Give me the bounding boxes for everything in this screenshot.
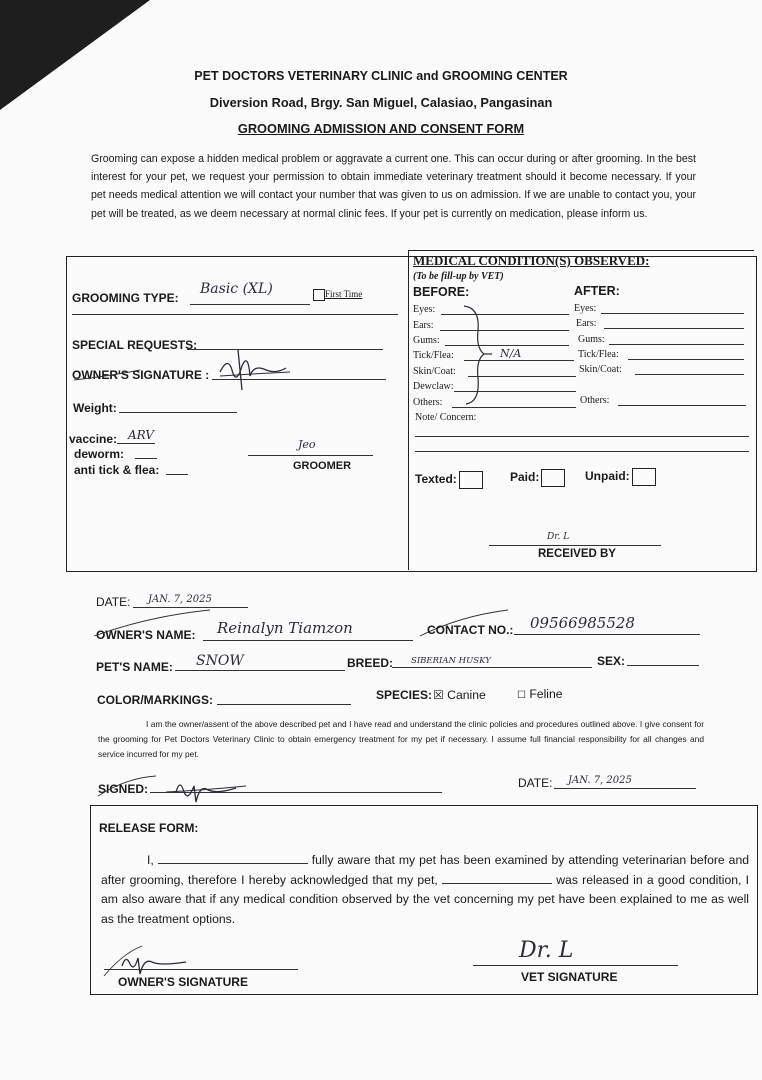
- consent-text: I am the owner/assent of the above described pet and I have read and understand the clinic policies and procedures outlined above. I give consent for the grooming for Pet Doctors Veterinary Clinic to obtain emergency treatment for my pet if necessary. I assume full financial responsibility for all changes and service incurred for my pet.: [98, 719, 704, 759]
- medical-box-top: [408, 250, 754, 251]
- medical-subheading: (To be fill-up by VET): [413, 271, 504, 282]
- unpaid-option[interactable]: [585, 468, 656, 486]
- texted-option[interactable]: [415, 471, 483, 489]
- unpaid-checkbox[interactable]: [632, 468, 656, 486]
- after-gums-label: Gums:: [578, 334, 605, 345]
- first-time-checkbox[interactable]: [313, 289, 325, 301]
- feline-checkbox[interactable]: ☐: [517, 690, 526, 701]
- grooming-type-label: GROOMING TYPE:: [72, 291, 179, 305]
- after-gums-line[interactable]: [609, 344, 744, 345]
- paid-label: Paid:: [510, 470, 540, 485]
- received-by-value: Dr. L: [547, 532, 570, 542]
- owner-name-line[interactable]: [203, 640, 413, 641]
- release-owner-signature-line[interactable]: [104, 969, 298, 970]
- owner-name-value: Reinalyn Tiamzon: [217, 619, 353, 637]
- after-others-label: Others:: [580, 395, 610, 406]
- before-others-label: Others:: [413, 397, 443, 408]
- vaccine-line[interactable]: [117, 443, 155, 444]
- scan-corner-shadow: [0, 0, 150, 110]
- weight-line[interactable]: [119, 412, 237, 413]
- grooming-extra-line[interactable]: [72, 314, 398, 315]
- species-label: SPECIES:: [376, 688, 433, 702]
- feline-label: Feline: [529, 687, 563, 701]
- vaccine-value: ARV: [128, 428, 154, 442]
- date2-value: JAN. 7, 2025: [568, 775, 632, 786]
- release-prefix: I,: [147, 853, 154, 867]
- release-middle: fully aware that my pet has been examined by attending veterinarian before and after grooming, therefore I hereby acknowledged that my pet,: [101, 853, 750, 887]
- groomer-label: GROOMER: [293, 460, 352, 472]
- first-time-option[interactable]: [313, 289, 362, 301]
- after-tick-label: Tick/Flea:: [578, 349, 619, 360]
- anti-tick-line[interactable]: [166, 474, 188, 475]
- deworm-label: deworm:: [74, 447, 125, 461]
- after-eyes-label: Eyes:: [574, 303, 597, 314]
- note-line-1[interactable]: [415, 436, 749, 437]
- after-eyes-line[interactable]: [601, 313, 744, 314]
- vaccine-label: vaccine:: [69, 432, 118, 446]
- paid-option[interactable]: [510, 469, 565, 487]
- canine-option[interactable]: [433, 688, 486, 702]
- owner-name-label: OWNER'S NAME:: [96, 628, 196, 642]
- owner-signature-label: OWNER'S SIGNATURE :: [72, 368, 210, 382]
- texted-checkbox[interactable]: [459, 471, 483, 489]
- clinic-address: Diversion Road, Brgy. San Miguel, Calasiao, Pangasinan: [209, 95, 553, 110]
- date-label: DATE:: [96, 595, 131, 609]
- groomer-value: Jeo: [298, 438, 316, 451]
- signed-label: SIGNED:: [98, 782, 149, 796]
- grooming-type-value: Basic (XL): [200, 281, 273, 297]
- pet-name-value: SNOW: [196, 653, 244, 669]
- medical-heading: MEDICAL CONDITION(S) OBSERVED:: [413, 253, 650, 268]
- clinic-name: PET DOCTORS VETERINARY CLINIC and GROOMING CENTER: [194, 69, 568, 83]
- color-markings-label: COLOR/MARKINGS:: [97, 693, 213, 707]
- before-skin-label: Skin/Coat:: [413, 366, 456, 377]
- after-tick-line[interactable]: [628, 359, 744, 360]
- before-label: BEFORE:: [413, 285, 470, 299]
- special-requests-label: SPECIAL REQUESTS:: [72, 338, 198, 352]
- contact-value: 09566985528: [530, 614, 635, 632]
- groomer-line[interactable]: [248, 455, 373, 456]
- before-dewclaw-label: Dewclaw:: [413, 381, 454, 392]
- release-title: RELEASE FORM:: [99, 821, 199, 835]
- paid-checkbox[interactable]: [541, 469, 565, 487]
- pet-name-label: PET'S NAME:: [96, 660, 173, 674]
- intro-paragraph: Grooming can expose a hidden medical problem or aggravate a current one. This can occur during or after grooming. In the best interest for your pet, we request your permission to obtain immediate veterinary treatment should it become necessary. If your pet needs medical attention we will contact your number that was given to us on admission. If we are unable to contact you, your pet will be treated, as we deem necessary at normal clinic fees. If your pet is currently on medication, please inform us.: [91, 153, 696, 220]
- sex-line[interactable]: [627, 665, 699, 666]
- before-tick-label: Tick/Flea:: [413, 350, 454, 361]
- date2-label: DATE:: [518, 776, 553, 790]
- before-gums-label: Gums:: [413, 335, 440, 346]
- breed-line[interactable]: [392, 667, 592, 668]
- note-line-2[interactable]: [415, 451, 749, 452]
- box-divider: [408, 250, 409, 570]
- after-skin-label: Skin/Coat:: [579, 364, 622, 375]
- feline-option[interactable]: [517, 687, 563, 701]
- color-markings-line[interactable]: [217, 704, 351, 705]
- grooming-type-line[interactable]: [190, 304, 310, 305]
- vet-signature-line[interactable]: [473, 965, 678, 966]
- breed-value: SIBERIAN HUSKY: [411, 656, 491, 666]
- vet-signature-label: VET SIGNATURE: [521, 970, 618, 984]
- after-others-line[interactable]: [618, 405, 746, 406]
- owner-signature-scribble: [70, 346, 300, 392]
- date2-line[interactable]: [554, 788, 696, 789]
- vet-signature-value: Dr. L: [519, 938, 574, 963]
- release-text: [101, 851, 749, 929]
- contact-label: CONTACT NO.:: [427, 623, 514, 637]
- before-ears-label: Ears:: [413, 320, 434, 331]
- contact-line[interactable]: [514, 634, 700, 635]
- after-skin-line[interactable]: [635, 374, 744, 375]
- after-ears-line[interactable]: [604, 328, 744, 329]
- weight-label: Weight:: [73, 401, 117, 415]
- release-pet-blank[interactable]: [442, 871, 552, 884]
- first-time-label: First Time: [325, 289, 363, 300]
- received-by-label: RECEIVED BY: [538, 548, 616, 560]
- received-by-line[interactable]: [489, 545, 661, 546]
- breed-label: BREED:: [347, 656, 394, 670]
- after-ears-label: Ears:: [576, 318, 597, 329]
- before-eyes-label: Eyes:: [413, 304, 436, 315]
- unpaid-label: Unpaid:: [585, 469, 630, 484]
- release-owner-signature-label: OWNER'S SIGNATURE: [118, 975, 248, 989]
- anti-tick-label: anti tick & flea:: [74, 463, 160, 477]
- date-value: JAN. 7, 2025: [148, 594, 212, 605]
- na-value: N/A: [500, 347, 522, 360]
- deworm-line[interactable]: [135, 458, 157, 459]
- signed-signature-scribble: [96, 772, 256, 806]
- release-owner-blank[interactable]: [158, 851, 308, 864]
- texted-label: Texted:: [415, 472, 457, 487]
- pet-name-line[interactable]: [175, 670, 345, 671]
- release-suffix: was released in a good condition, I am also aware that if any medical condition observed by the vet concerning my pet have been explained to me as well as the treatment options.: [101, 872, 750, 926]
- canine-checkbox-checked[interactable]: ☒: [433, 688, 444, 702]
- note-label: Note/ Concern:: [415, 412, 477, 423]
- sex-label: SEX:: [597, 654, 626, 668]
- canine-label: Canine: [447, 688, 486, 702]
- after-label: AFTER:: [574, 284, 620, 298]
- form-title: GROOMING ADMISSION AND CONSENT FORM: [237, 121, 525, 136]
